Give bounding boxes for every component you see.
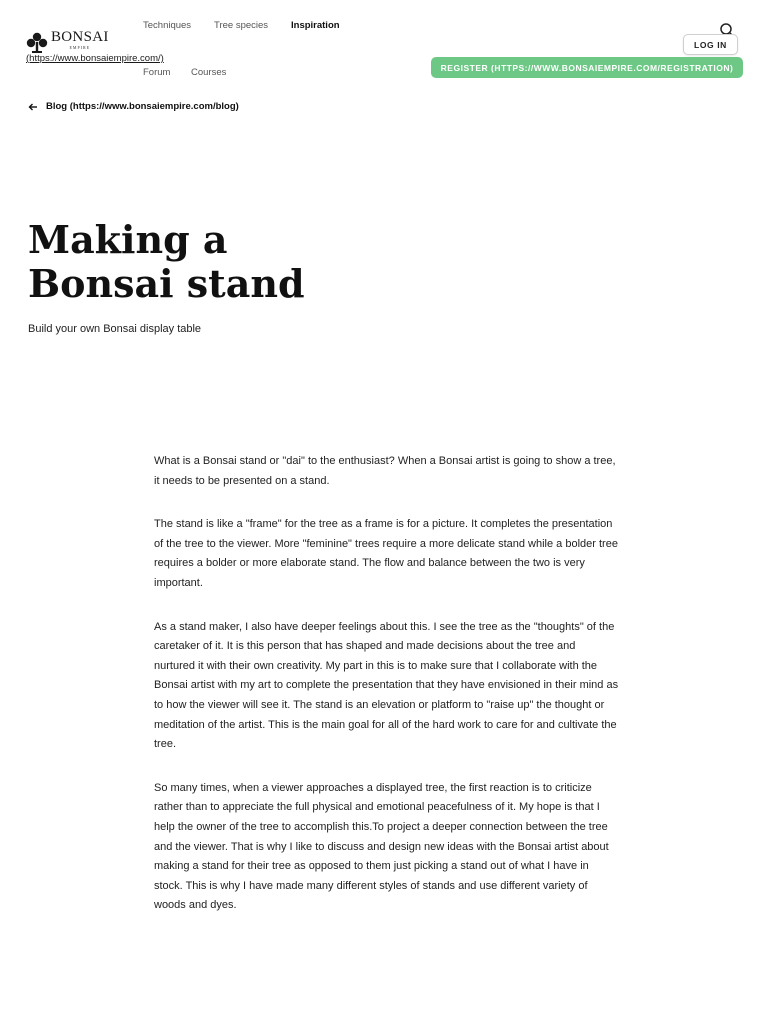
login-button[interactable]: LOG IN [683,34,738,55]
breadcrumb-back-link[interactable] [28,101,239,112]
article-paragraph: The stand is like a "frame" for the tree as a frame is for a picture. It completes the presentation of the tree to the viewer. More "feminine" trees require a more delicate stand while a bolder tree requires a bolder or more elaborate stand. The flow and balance between the two is very important. [154,518,618,589]
article-paragraph: What is a Bonsai stand or "dai" to the enthusiast? When a Bonsai artist is going to show a tree, it needs to be presented on a stand. [154,455,616,487]
article-body [154,452,619,940]
site-logo[interactable] [26,30,109,54]
nav-courses[interactable]: Courses [191,67,227,78]
nav-tree-species[interactable]: Tree species [214,20,269,31]
breadcrumb-label: Blog (https://www.bonsaiempire.com/blog) [46,101,239,112]
logo-subtitle: EMPIRE [69,45,91,50]
register-button[interactable]: REGISTER (HTTPS://WWW.BONSAIEMPIRE.COM/REGISTRATION) [431,57,743,78]
nav-forum[interactable]: Forum [143,67,171,78]
logo-home-link[interactable]: (https://www.bonsaiempire.com/) [26,53,164,64]
article-paragraph: So many times, when a viewer approaches a displayed tree, the first reaction is to criticize rather than to appreciate the full physical and emotional peacefulness of it. My hope is that I help the owner of the tree to accomplish this.To project a deeper connection between the tree and the viewer. That is why I like to discuss and design new ideas with the Bonsai artist about making a stand for their tree as opposed to them just picking a stand out of what I have in stock. This is why I have made many different styles of stands and use different variety of woods and dyes. [154,781,609,912]
arrow-left-icon [28,102,38,112]
page-subtitle: Build your own Bonsai display table [28,323,202,335]
article-paragraph: As a stand maker, I also have deeper feelings about this. I see the tree as the "thoughts" of the caretaker of it. It is this person that has shaped and made decisions about the tree and nurtured it with their own creativity. My part in this is to make sure that I collaborate with the Bonsai artist with my art to complete the presentation that they have envisioned in their mind as to how the viewer will see it. The stand is an elevation or platform to "raise up" the thought or meditation of the artist. This is the main goal for all of the hard work to care for and cultivate the tree. [154,620,619,751]
nav-techniques[interactable]: Techniques [143,20,192,31]
logo-wordmark: BONSAI [51,29,109,45]
nav-inspiration[interactable]: Inspiration [291,20,340,31]
bonsai-logo-icon [26,32,48,54]
page-title: Making a Bonsai stand [28,217,305,306]
